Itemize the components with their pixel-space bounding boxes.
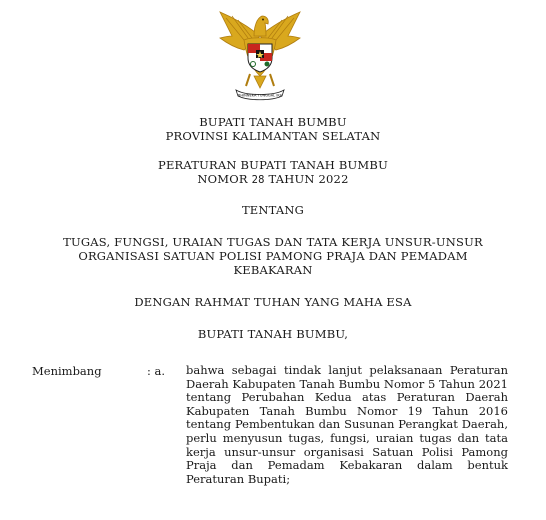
issuer-province: PROVINSI KALIMANTAN SELATAN xyxy=(165,129,381,143)
regulation-number-line xyxy=(0,172,546,187)
subject-line-2: ORGANISASI SATUAN POLISI PAMONG PRAJA DAN PEMADAM xyxy=(78,249,468,263)
regulation-year: TAHUN 2022 xyxy=(268,172,349,186)
regulation-block xyxy=(0,158,546,187)
blessing-line: DENGAN RAHMAT TUHAN YANG MAHA ESA xyxy=(134,295,412,309)
emblem-motto: BHINNEKA TUNGGAL IKA xyxy=(237,93,283,98)
subject-block xyxy=(0,235,546,277)
about-heading: TENTANG xyxy=(241,203,305,217)
subject-line-1: TUGAS, FUNGSI, URAIAN TUGAS DAN TATA KERJA UNSUR-UNSUR xyxy=(63,235,483,249)
considering-label: Menimbang xyxy=(32,364,102,378)
issuer-block xyxy=(0,115,546,143)
considering-paragraph-a: bahwa sebagai tindak lanjut pelaksanaan Peraturan Daerah Kabupaten Tanah Bumbu Nomor 5 Tahun 2021 tentang Perubahan Kedua atas Peraturan Daerah Kabupaten Tanah Bumbu Nomor 19 Tahun 2016 tentang Pembentukan dan Susunan Perangkat Daerah, perlu menyusun tugas, fungsi, uraian tugas dan tata kerja unsur-unsur organisasi Satuan Polisi Pamong Praja dan Pemadam Kebakaran dalam bentuk Peraturan Bupati; xyxy=(186,363,508,486)
considering-marker: : a. xyxy=(147,364,166,378)
subject-line-3: KEBAKARAN xyxy=(233,263,313,277)
issuer-title: BUPATI TANAH BUMBU xyxy=(199,115,347,129)
regulation-number: 28 xyxy=(251,174,265,186)
regulation-title: PERATURAN BUPATI TANAH BUMBU xyxy=(158,158,388,172)
authority-line: BUPATI TANAH BUMBU, xyxy=(197,327,349,341)
garuda-emblem-icon xyxy=(210,6,310,106)
regulation-number-prefix: NOMOR xyxy=(197,172,248,186)
